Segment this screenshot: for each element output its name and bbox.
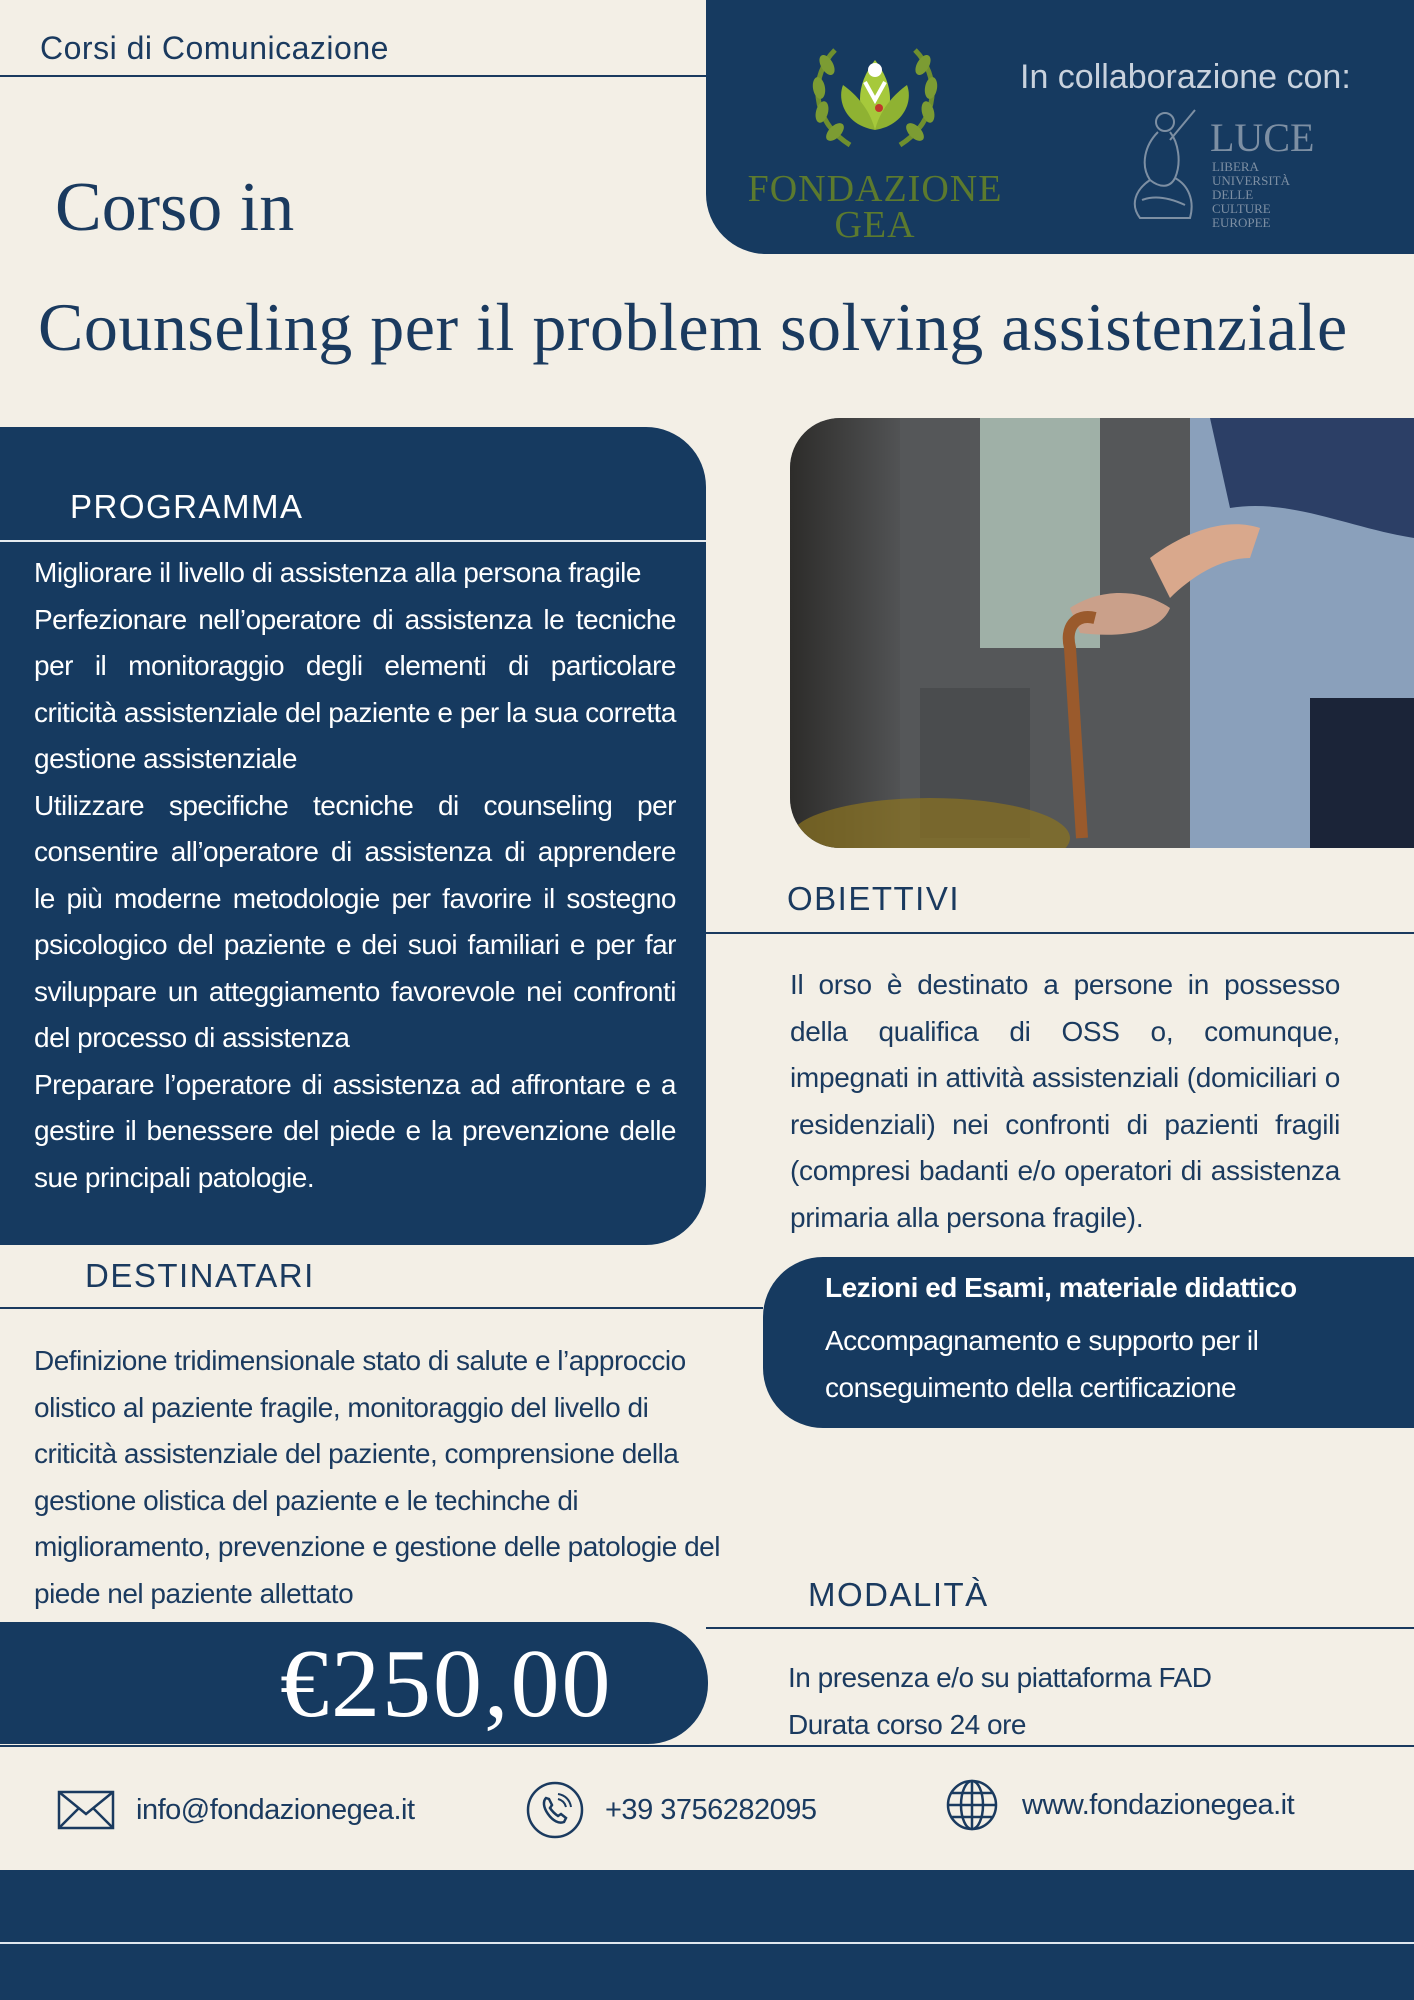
modalita-text bbox=[788, 1655, 1388, 1748]
email-link[interactable]: info@fondazionegea.it bbox=[136, 1793, 415, 1826]
envelope-icon bbox=[56, 1780, 116, 1840]
contact-website[interactable] bbox=[942, 1775, 1294, 1835]
modalita-duration: Durata corso 24 ore bbox=[788, 1708, 1026, 1740]
programma-item: Utilizzare specifiche tecniche di counseling per consentire all’operatore di assistenza di apprendere le più moderne metodologie per favorire il sostegno psicologico del paziente e dei suoi familiari e per far sviluppare un atteggiamento favorevole nei confronti del processo di assistenza bbox=[34, 789, 676, 1053]
programma-list bbox=[34, 550, 676, 1201]
logo-wordmark: FONDAZIONE GEA bbox=[747, 168, 1003, 246]
course-title: Counseling per il problem solving assistenziale bbox=[38, 289, 1348, 365]
obiettivi-heading: OBIETTIVI bbox=[787, 880, 961, 917]
obiettivi-divider bbox=[706, 932, 1414, 934]
phone-icon bbox=[525, 1780, 585, 1840]
contact-email[interactable] bbox=[56, 1780, 415, 1840]
classical-figure-icon bbox=[1110, 100, 1210, 225]
laurel-lotus-icon bbox=[795, 30, 955, 160]
lezioni-title: Lezioni ed Esami, materiale didattico bbox=[825, 1272, 1297, 1303]
website-link[interactable]: www.fondazionegea.it bbox=[1022, 1788, 1295, 1821]
fondazione-gea-logo bbox=[740, 30, 1010, 250]
footer-divider bbox=[0, 1942, 1414, 1944]
header-course-category: Corsi di Comunicazione bbox=[40, 30, 389, 66]
destinatari-heading: DESTINATARI bbox=[85, 1257, 315, 1294]
lezioni-text: Accompagnamento e supporto per il conseguimento della certificazione bbox=[825, 1325, 1259, 1403]
elderly-with-cane-illustration bbox=[790, 418, 1414, 848]
phone-link[interactable]: +39 3756282095 bbox=[605, 1793, 817, 1826]
obiettivi-text: Il orso è destinato a persone in possesso della qualifica di OSS o, comunque, impegnati in attività assistenziali (domiciliari o residenziali) nei confronti di pazienti fragili (compresi badanti e/o operatori di assistenza primaria alla persona fragile). bbox=[790, 969, 1340, 1233]
programma-divider bbox=[0, 540, 706, 542]
collaboration-label: In collaborazione con: bbox=[1020, 58, 1351, 96]
destinatari-text: Definizione tridimensionale stato di salute e l’approccio olistico al paziente fragile, monitoraggio del livello di criticità assistenziale del paziente, comprensione della gestione olistica del paziente e le techinche di miglioramento, prevenzione e gestione delle patologie del piede nel paziente allettato bbox=[34, 1345, 720, 1609]
destinatari-divider bbox=[0, 1307, 763, 1309]
globe-icon bbox=[942, 1775, 1002, 1835]
caregiver-photo bbox=[790, 418, 1414, 848]
programma-item: Migliorare il livello di assistenza alla persona fragile bbox=[34, 557, 641, 588]
footer-band bbox=[0, 1870, 1414, 2000]
luce-university-logo: LUCE LIBERA UNIVERSITÀ DELLE CULTURE EUROPEE bbox=[1110, 100, 1310, 230]
modalita-mode: In presenza e/o su piattaforma FAD bbox=[788, 1662, 1212, 1693]
course-price: €250,00 bbox=[280, 1630, 613, 1738]
course-title-prefix: Corso in bbox=[55, 169, 295, 246]
modalita-divider bbox=[706, 1627, 1414, 1629]
modalita-heading: MODALITÀ bbox=[808, 1576, 989, 1613]
programma-item: Preparare l’operatore di assistenza ad affrontare e a gestire il benessere del piede e la prevenzione delle sue principali patologie. bbox=[34, 1068, 676, 1193]
contact-phone[interactable] bbox=[525, 1780, 817, 1840]
contacts-divider bbox=[0, 1745, 1414, 1747]
programma-item: Perfezionare nell’operatore di assistenza le tecniche per il monitoraggio degli elementi di particolare criticità assistenziale del paziente e per la sua corretta gestione assistenziale bbox=[34, 603, 676, 774]
header-divider bbox=[0, 75, 706, 77]
programma-heading: PROGRAMMA bbox=[70, 488, 304, 525]
